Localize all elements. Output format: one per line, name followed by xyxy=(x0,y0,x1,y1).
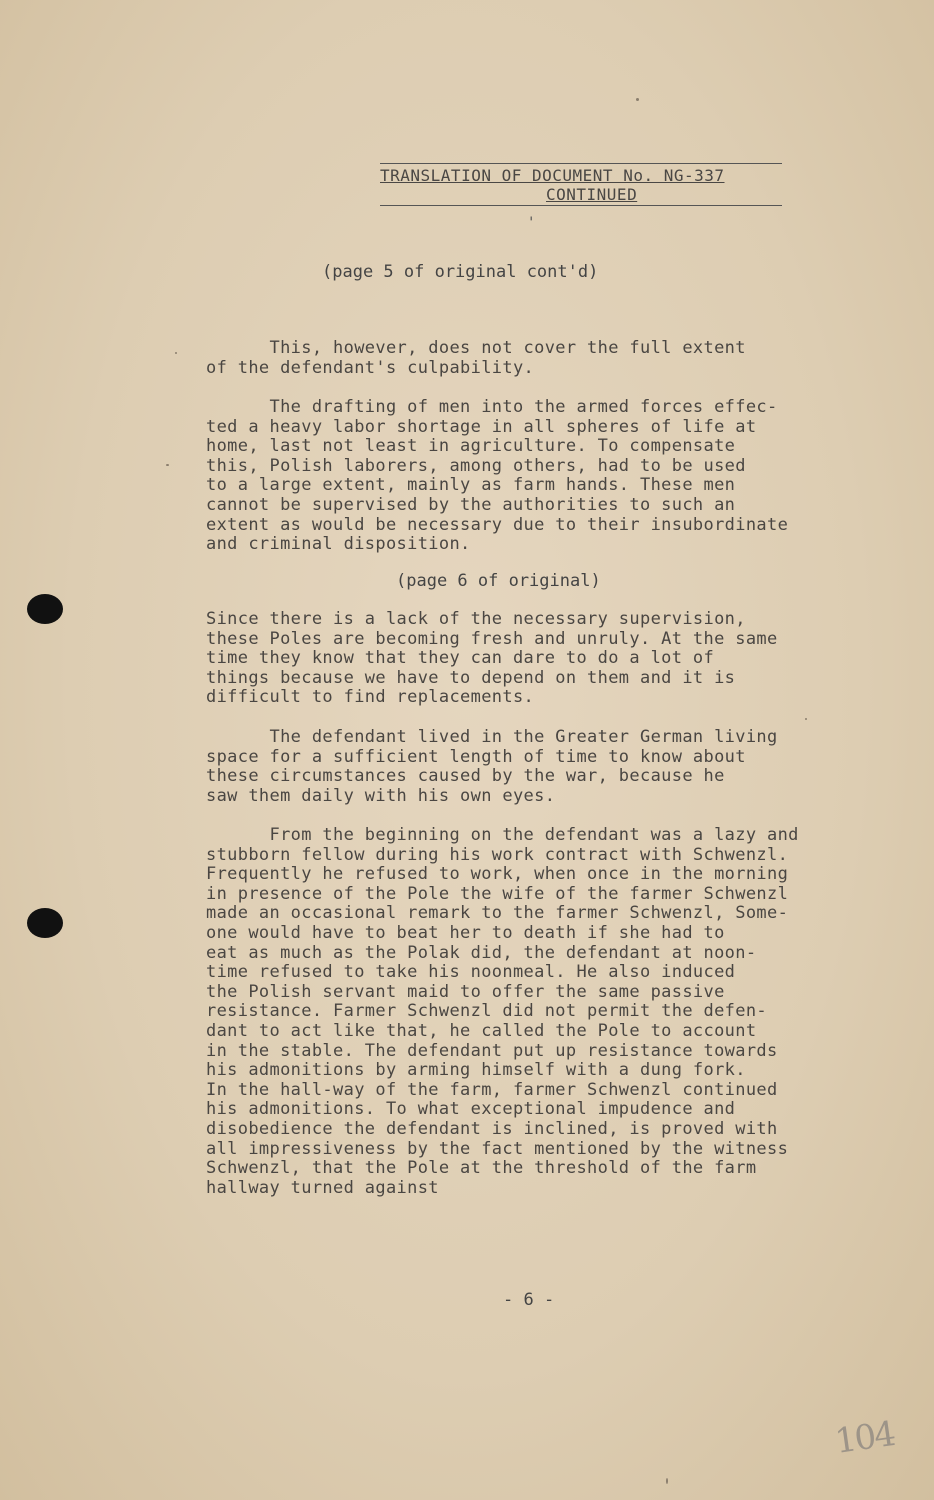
handwritten-page-number: 104 xyxy=(832,1414,897,1462)
stray-mark: ' xyxy=(527,215,536,231)
paragraph-4: The defendant lived in the Greater German living space for a sufficient length of time to know about these circumstances caused by the war, because he saw them daily with his own eyes. xyxy=(206,727,778,806)
document-header xyxy=(380,163,782,204)
header-continued: CONTINUED xyxy=(546,185,638,204)
page-note-p6: (page 6 of original) xyxy=(396,571,601,591)
page-number: - 6 - xyxy=(503,1290,555,1310)
paper-speck xyxy=(636,98,639,101)
paragraph-3: Since there is a lack of the necessary supervision, these Poles are becoming fresh and unruly. At the same time they know that they can dare to do a lot of things because we have to depend on them and it is difficult to find replacements. xyxy=(206,609,778,708)
paragraph-5: From the beginning on the defendant was a lazy and stubborn fellow during his work contract with Schwenzl. Frequently he refused to work, when once in the morning in presence of the Pole the wife of the farmer Schwenzl made an occasional remark to the farmer Schwenzl, Some- one would have to beat her to death if she had to eat as much as the Polak did, the defendant at noon- time refused to take his noonmeal. He also induced the Polish servant maid to offer the same passive resistance. Farmer Schwenzl did not permit the defen- dant to act like that, he called the Pole to account in the stable. The defendant put up resistance towards his admonitions by arming himself with a dung fork. In the hall-way of the farm, farmer Schwenzl continued his admonitions. To what exceptional impudence and disobedience the defendant is inclined, is proved with all impressiveness by the fact mentioned by the witness Schwenzl, that the Pole at the threshold of the farm hallway turned against xyxy=(206,825,799,1198)
paper-speck xyxy=(805,718,807,720)
punch-hole-bottom xyxy=(27,908,63,938)
paper-speck xyxy=(666,1478,668,1484)
paragraph-1: This, however, does not cover the full extent of the defendant's culpability. xyxy=(206,338,746,378)
page-note-cont: (page 5 of original cont'd) xyxy=(322,262,599,282)
header-rule xyxy=(380,205,782,206)
paragraph-2: The drafting of men into the armed forces effec- ted a heavy labor shortage in all spheres of life at home, last not least in agriculture. To compensate this, Polish laborers, among others, had to be used to a large extent, mainly as farm hands. These men cannot be supervised by the authorities to such an extent as would be necessary due to their insubordinate and criminal disposition. xyxy=(206,397,789,555)
paper-speck xyxy=(175,352,177,354)
punch-hole-top xyxy=(27,594,63,624)
paper-speck xyxy=(166,464,169,466)
header-title: TRANSLATION OF DOCUMENT No. NG-337 xyxy=(380,166,725,185)
